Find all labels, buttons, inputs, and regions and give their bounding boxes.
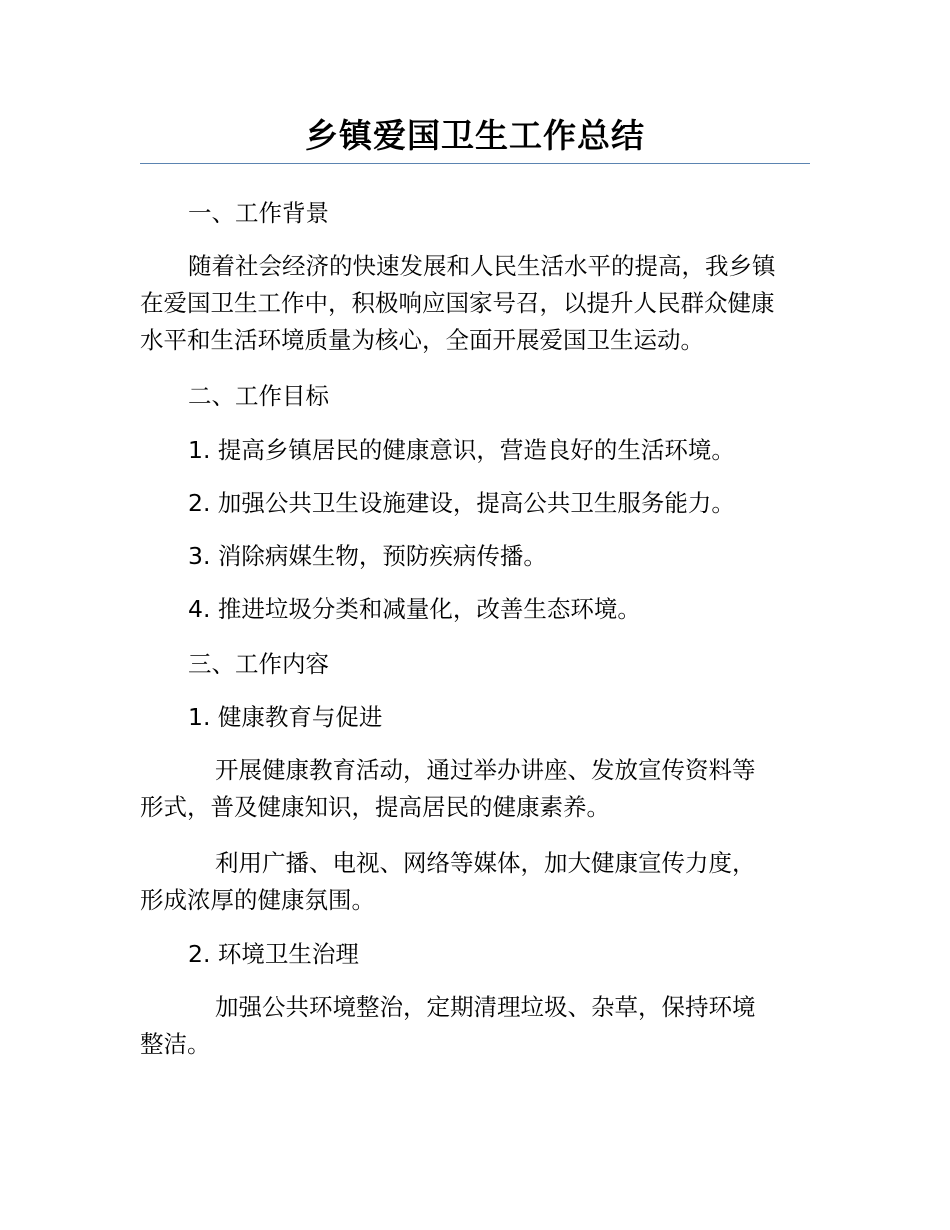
section-heading-goals: 二、工作目标 — [188, 382, 329, 410]
paragraph-line: 开展健康教育活动，通过举办讲座、发放宣传资料等 — [215, 756, 756, 784]
goal-item: 4. 推进垃圾分类和减量化，改善生态环境。 — [188, 595, 641, 623]
paragraph-line: 整洁。 — [140, 1030, 211, 1058]
environment-paragraph-1 — [140, 989, 810, 1063]
section-heading-content: 三、工作内容 — [188, 650, 329, 678]
goal-item: 2. 加强公共卫生设施建设，提高公共卫生服务能力。 — [188, 489, 735, 517]
paragraph-line: 利用广播、电视、网络等媒体，加大健康宣传力度， — [215, 849, 756, 877]
health-education-paragraph-2 — [140, 845, 810, 919]
background-paragraph — [140, 248, 810, 359]
paragraph-line: 形成浓厚的健康氛围。 — [140, 886, 375, 914]
paragraph-line: 加强公共环境整治，定期清理垃圾、杂草，保持环境 — [215, 993, 756, 1021]
subsection-heading-health-education: 1. 健康教育与促进 — [188, 703, 383, 731]
goal-item: 1. 提高乡镇居民的健康意识，营造良好的生活环境。 — [188, 436, 735, 464]
subsection-heading-environment: 2. 环境卫生治理 — [188, 940, 359, 968]
background-paragraph-line: 在爱国卫生工作中，积极响应国家号召，以提升人民群众健康 — [140, 289, 775, 317]
background-paragraph-line: 随着社会经济的快速发展和人民生活水平的提高，我乡镇 — [188, 252, 776, 280]
goal-item: 3. 消除病媒生物，预防疾病传播。 — [188, 542, 547, 570]
background-paragraph-line: 水平和生活环境质量为核心，全面开展爱国卫生运动。 — [140, 326, 704, 354]
paragraph-line: 形式，普及健康知识，提高居民的健康素养。 — [140, 793, 610, 821]
section-heading-background: 一、工作背景 — [188, 199, 329, 227]
health-education-paragraph-1 — [140, 752, 810, 826]
title-underline — [140, 163, 810, 164]
document-title: 乡镇爱国卫生工作总结 — [305, 116, 645, 155]
